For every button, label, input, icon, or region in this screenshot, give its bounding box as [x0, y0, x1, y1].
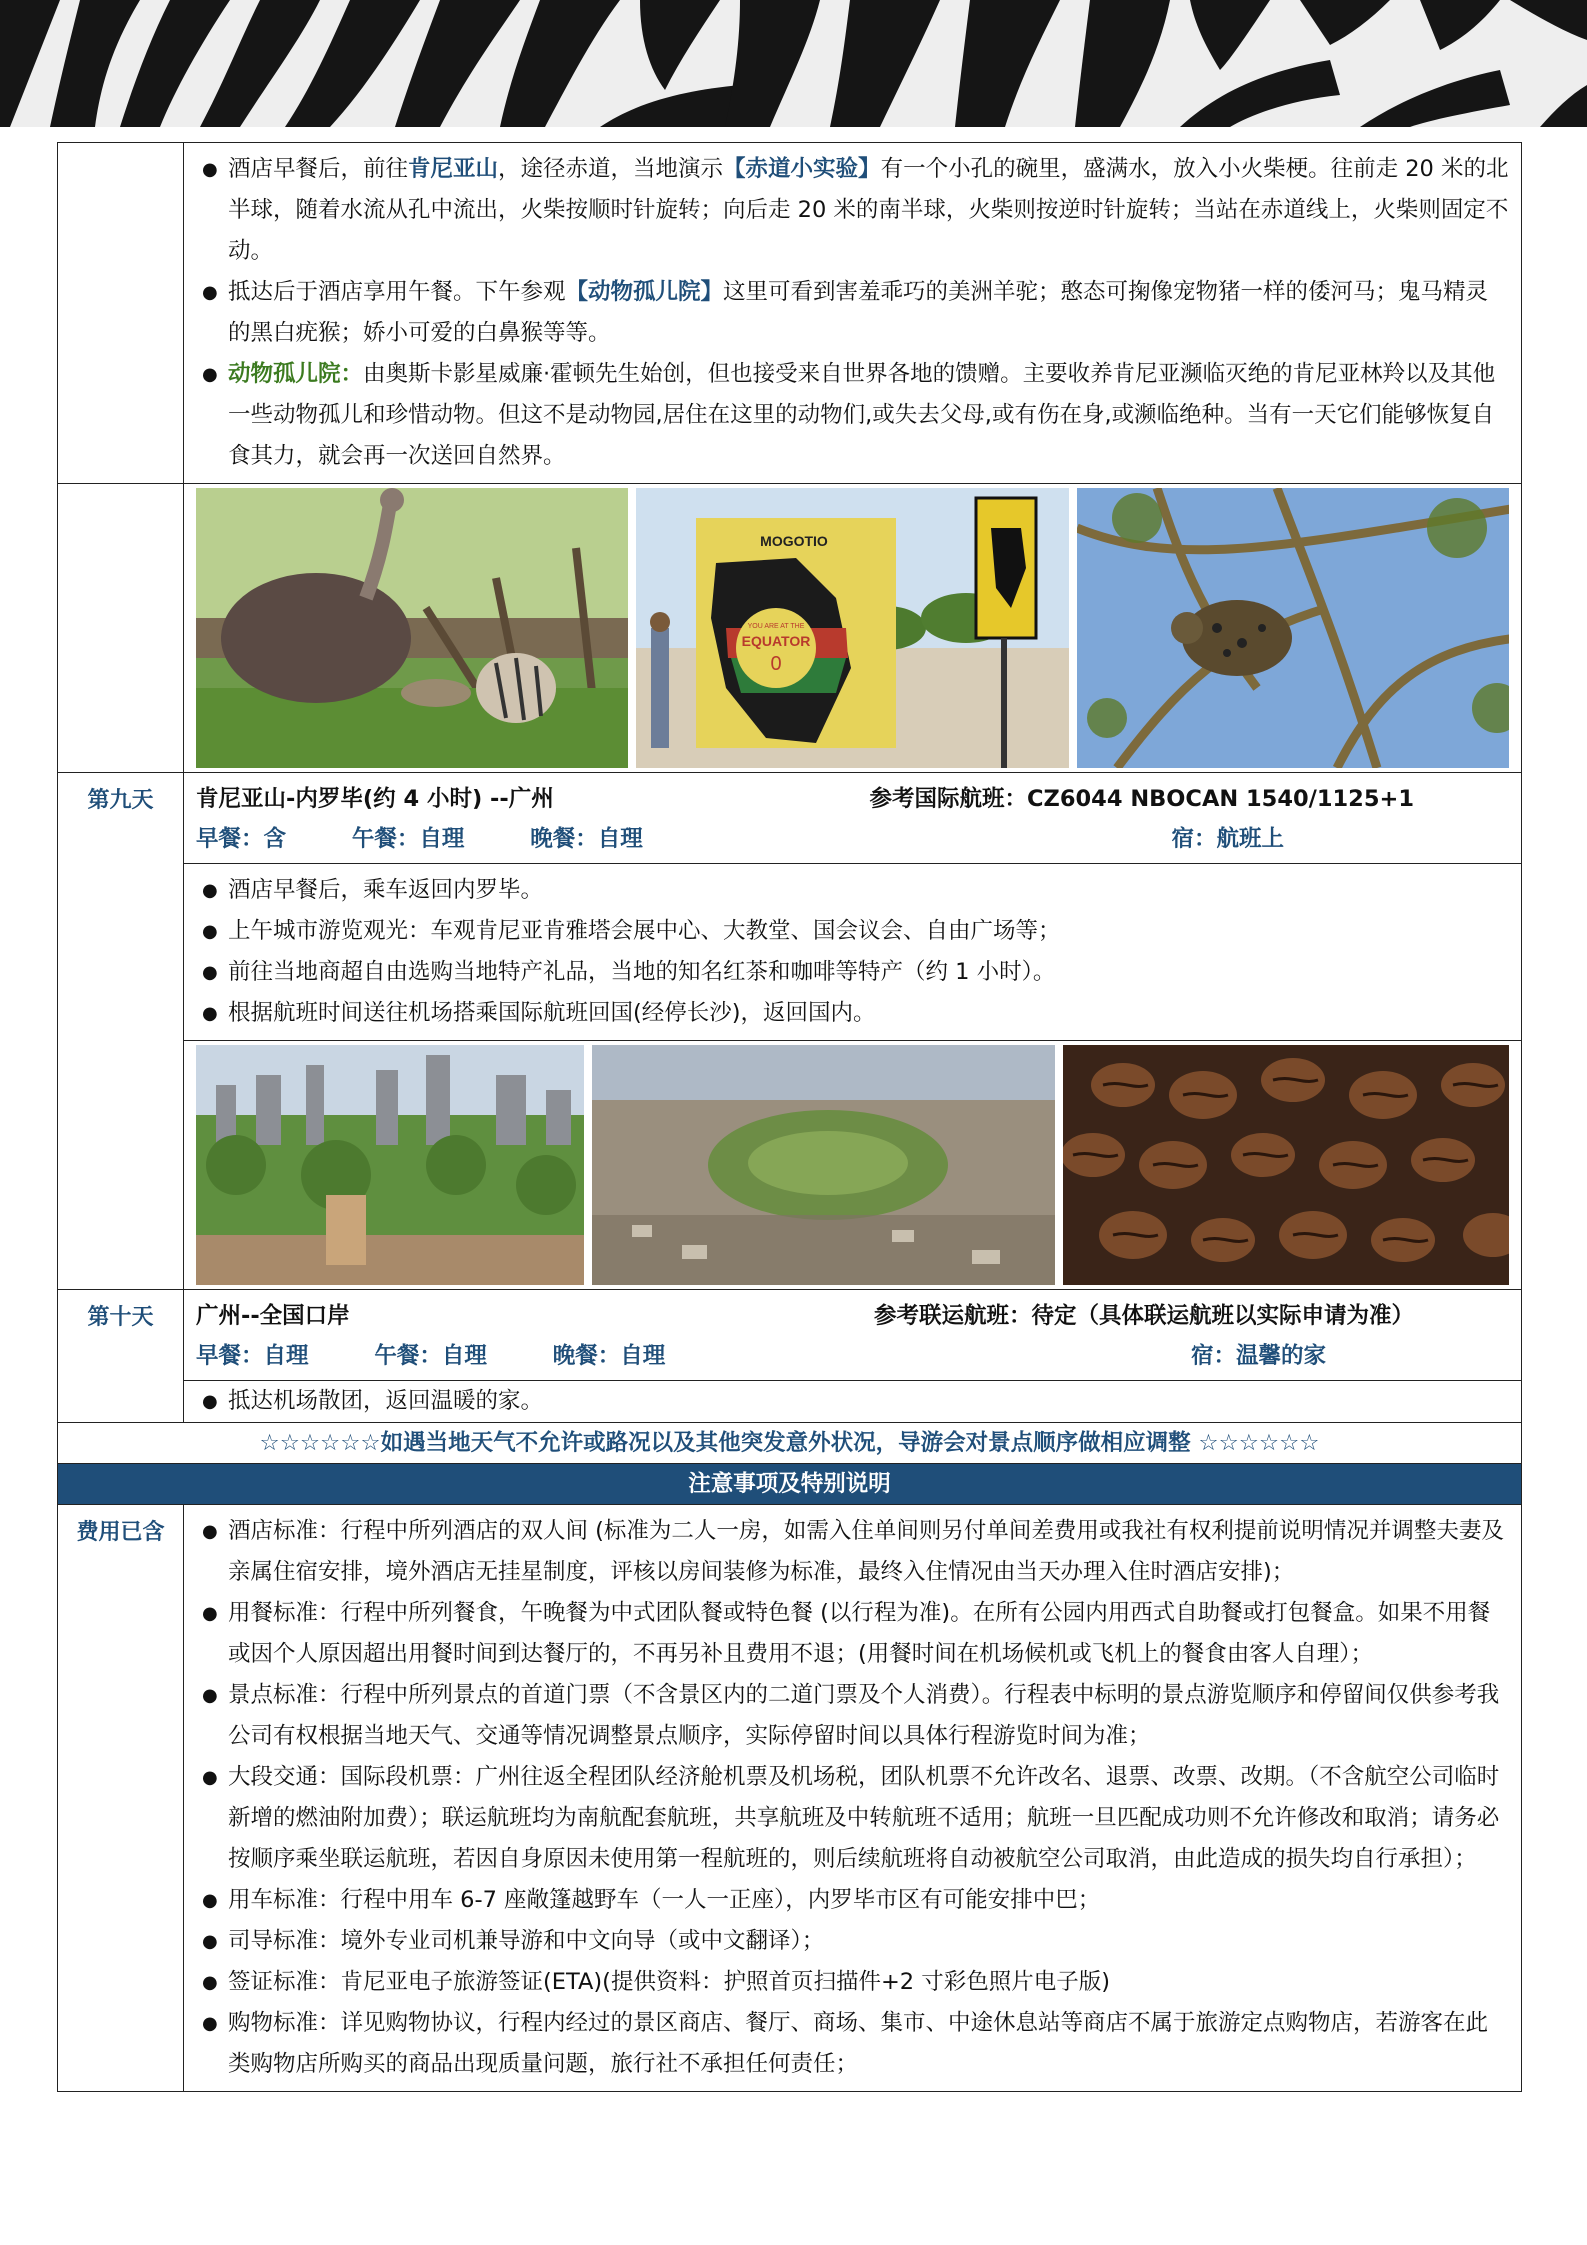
list-item: ● 酒店早餐后，乘车返回内罗毕。 [202, 870, 1509, 911]
day10-header-row [58, 1290, 1522, 1381]
day9-dinner: 晚餐：自理 [530, 826, 643, 852]
day9-header [184, 773, 1521, 863]
list-item: ● 购物标准：详见购物协议，行程内经过的景区商店、餐厅、商场、集市、中途休息站等商店不属于旅游定点购物店，若游客在此类购物店所购买的商品出现质量问题，旅行社不承担任何责任； [202, 2003, 1509, 2085]
day10-meals-row [196, 1336, 1509, 1376]
list-item: ● 抵达机场散团，返回温暖的家。 [202, 1381, 1509, 1422]
fees-label: 费用已含 [58, 1505, 184, 2092]
list-item: ● 抵达后于酒店享用午餐。下午参观【动物孤儿院】这里可看到害羞乖巧的美洲羊驼；憨态可掬像宠物猪一样的倭河马；鬼马精灵的黑白疣猴；娇小可爱的白鼻猴等等。 [202, 272, 1509, 354]
day10-header-cell [184, 1290, 1522, 1381]
ostrich-photo [196, 488, 628, 768]
day10-label: 第十天 [58, 1290, 184, 1423]
day10-dinner: 晚餐：自理 [552, 1343, 666, 1369]
day9-photo-cell [184, 1041, 1522, 1290]
section-header-row [58, 1464, 1522, 1505]
day9-lunch: 午餐：自理 [351, 826, 465, 852]
list-item: ● 司导标准：境外专业司机兼导游和中文向导（或中文翻译）； [202, 1921, 1509, 1962]
day10-meals [196, 1336, 723, 1376]
list-item: ● 根据航班时间送往机场搭乘国际航班回国(经停长沙)，返回国内。 [202, 993, 1509, 1034]
nairobi-skyline-photo [196, 1045, 584, 1285]
day8-photo-cell [184, 484, 1522, 773]
day9-flight: 参考国际航班：CZ6044 NBOCAN 1540/1125+1 [869, 786, 1414, 812]
day9-label: 第九天 [58, 773, 184, 1290]
day10-stay: 宿：温馨的家 [1190, 1343, 1326, 1369]
day8-content-cell [184, 143, 1522, 484]
day8-label-cell [58, 143, 184, 484]
fees-bullets [184, 1505, 1521, 2091]
zebra-stripes-image [0, 0, 1587, 127]
day10-route: 广州--全国口岸 [196, 1303, 350, 1329]
day10-header [184, 1290, 1521, 1380]
sign-top-text: MOGOTIO [760, 533, 829, 549]
day10-bullets [184, 1381, 1521, 1422]
list-item: ● 动物孤儿院：由奥斯卡影星威廉·霍顿先生始创，但也接受来自世界各地的馈赠。主要收养肯尼亚濒临灭绝的肯尼亚林羚以及其他一些动物孤儿和珍惜动物。但这不是动物园,居住在这里的动物们,或失去父母,或有伤在身,或濒临绝种。当有一天它们能够恢复自食其力，就会再一次送回自然界。 [202, 354, 1509, 477]
list-item: ● 用车标准：行程中用车 6-7 座敞篷越野车（一人一正座），内罗毕市区有可能安排中巴； [202, 1880, 1509, 1921]
list-item: ● 酒店早餐后，前往肯尼亚山，途径赤道，当地演示【赤道小实验】有一个小孔的碗里，盛满水，放入小火柴梗。往前走 20 米的北半球，随着水流从孔中流出，火柴按顺时针旋转；向后走 20 米的南半球，火柴则按逆时针旋转；当站在赤道线上，火柴则固定不动。 [202, 149, 1509, 272]
day10-content-cell [184, 1381, 1522, 1423]
day8-content-row [58, 143, 1522, 484]
day8-bullets [184, 143, 1521, 483]
day9-photo-row [58, 1041, 1522, 1290]
day8-photo-row [58, 484, 1522, 773]
sign-inner-text-3: 0 [770, 653, 782, 675]
day10-lunch: 午餐：自理 [374, 1343, 487, 1369]
day9-bullets [184, 864, 1521, 1040]
nairobi-aerial-photo [592, 1045, 1055, 1285]
section-title: 注意事项及特别说明 [58, 1464, 1522, 1505]
day10-content-row [58, 1381, 1522, 1423]
list-item: ● 景点标准：行程中所列景点的首道门票（不含景区内的二道门票及个人消费）。行程表中标明的景点游览顺序和停留间仅供参考我公司有权根据当地天气、交通等情况调整景点顺序，实际停留时间以具体行程游览时间为准； [202, 1675, 1509, 1757]
coffee-beans-photo [1063, 1045, 1509, 1285]
day9-route-row [196, 779, 1509, 819]
itinerary-table [57, 142, 1522, 2092]
day9-stay: 宿：航班上 [1171, 826, 1284, 852]
weather-notice: ☆☆☆☆☆☆如遇当地天气不允许或路况以及其他突发意外状况，导游会对景点顺序做相应调整 ☆☆☆☆☆☆ [58, 1423, 1522, 1464]
day10-route-row [196, 1296, 1509, 1336]
fees-row [58, 1505, 1522, 2092]
list-item: ● 上午城市游览观光：车观肯尼亚肯雅塔会展中心、大教堂、国会议会、自由广场等； [202, 911, 1509, 952]
day9-header-cell [184, 773, 1522, 864]
day9-header-row [58, 773, 1522, 864]
list-item: ● 用餐标准：行程中所列餐食，午晚餐为中式团队餐或特色餐 (以行程为准)。在所有公园内用西式自助餐或打包餐盒。如果不用餐或因个人原因超出用餐时间到达餐厅的，不再另补且费用不退；(用餐时间在机场候机或飞机上的餐食由客人自理）； [202, 1593, 1509, 1675]
day8-photo-label-cell [58, 484, 184, 773]
equator-sign-photo [636, 488, 1068, 768]
list-item: ● 前往当地商超自由选购当地特产礼品，当地的知名红茶和咖啡等特产（约 1 小时）。 [202, 952, 1509, 993]
sign-inner-text-1: YOU ARE AT THE [747, 623, 805, 630]
fees-content-cell [184, 1505, 1522, 2092]
list-item: ● 大段交通：国际段机票：广州往返全程团队经济舱机票及机场税，团队机票不允许改名、退票、改票、改期。（不含航空公司临时新增的燃油附加费）；联运航班均为南航配套航班，共享航班及中转航班不适用；航班一旦匹配成功则不允许修改和取消；请务必按顺序乘坐联运航班，若因自身原因未使用第一程航班的，则后续航班将自动被航空公司取消，由此造成的损失均自行承担）； [202, 1757, 1509, 1880]
day9-meals-row [196, 819, 1509, 859]
day9-meals [196, 819, 701, 859]
notice-row [58, 1423, 1522, 1464]
sign-inner-text-2: EQUATOR [741, 633, 811, 649]
day10-flight: 参考联运航班：待定（具体联运航班以实际申请为准） [873, 1303, 1414, 1329]
list-item: ● 签证标准：肯尼亚电子旅游签证(ETA)(提供资料：护照首页扫描件+2 寸彩色照片电子版) [202, 1962, 1509, 2003]
monkey-in-tree-photo [1077, 488, 1509, 768]
day9-route: 肯尼亚山-内罗毕(约 4 小时) --广州 [196, 786, 554, 812]
itinerary-table-wrapper [57, 142, 1522, 2092]
day9-content-row [58, 864, 1522, 1041]
day8-photos [184, 484, 1521, 772]
day9-photos [184, 1041, 1521, 1289]
day9-content-cell [184, 864, 1522, 1041]
day9-breakfast: 早餐：含 [196, 826, 287, 852]
day10-breakfast: 早餐：自理 [196, 1343, 309, 1369]
list-item: ● 酒店标准：行程中所列酒店的双人间 (标准为二人一房，如需入住单间则另付单间差费用或我社有权利提前说明情况并调整夫妻及亲属住宿安排，境外酒店无挂星制度，评核以房间装修为标准，最终入住情况由当天办理入住时酒店安排)； [202, 1511, 1509, 1593]
zebra-banner [0, 0, 1587, 127]
